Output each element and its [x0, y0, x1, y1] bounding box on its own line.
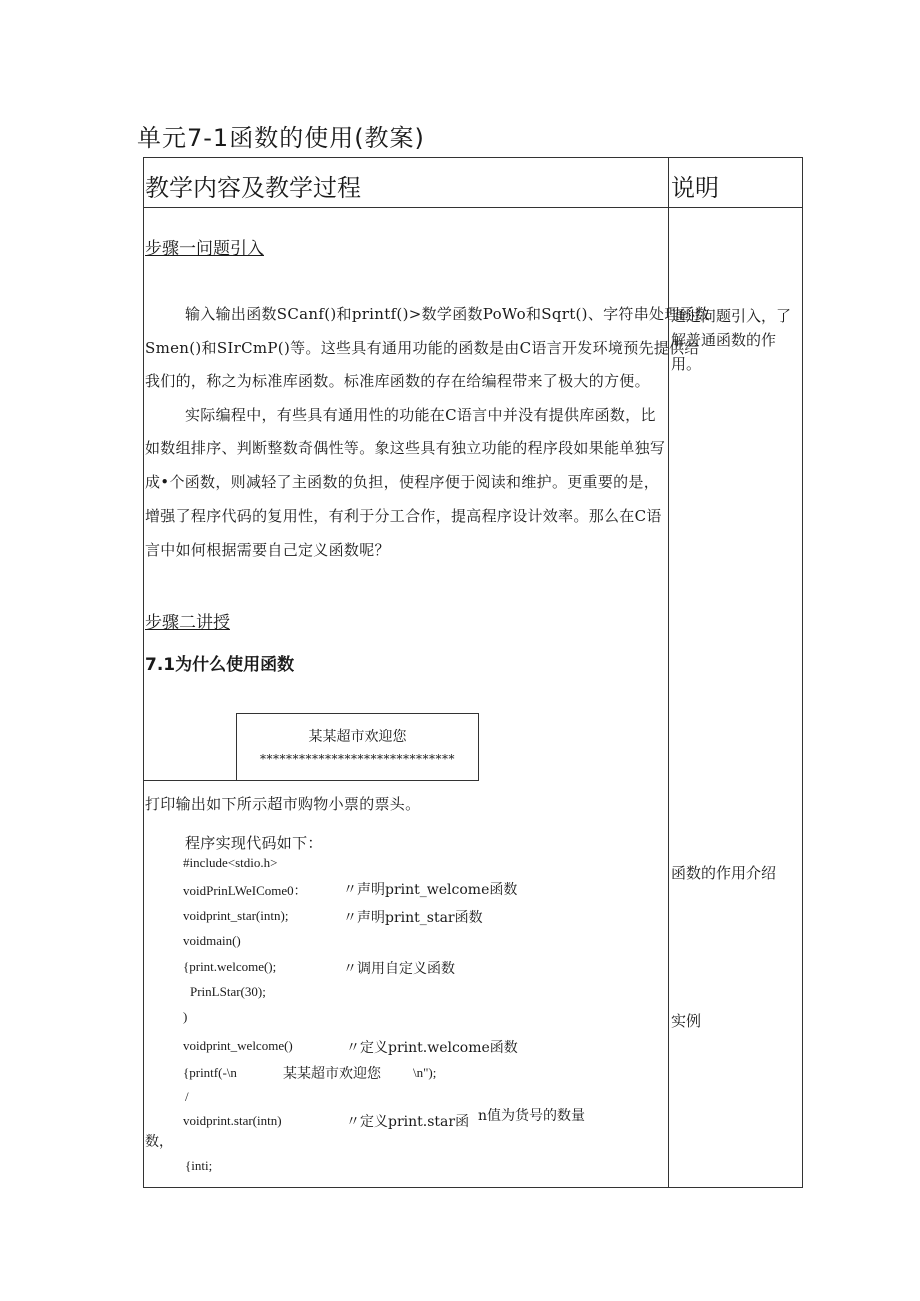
header-note: 说明 [671, 174, 719, 202]
code-comment-wrap: 数， [145, 1134, 173, 1150]
code-line-decl-welcome: voidPrinLWeICome0： [183, 883, 307, 898]
step1-line-2: Smen()和SIrCmP()等。这些具有通用功能的函数是由C语言开发环境预先提供给 [145, 339, 700, 357]
code-line-call-welcome: {print.welcome(); [183, 959, 277, 974]
receipt-baseline [143, 780, 237, 781]
code-line-def-welcome: voidprint_welcome() [183, 1038, 293, 1053]
code-line-main: voidmain() [183, 933, 241, 948]
section-heading: 7.1为什么使用函数 [145, 655, 295, 675]
code-comment-decl-star: 〃声明print_star函数 [343, 910, 483, 926]
code-line-close-welcome: / [185, 1089, 189, 1104]
code-line-printf-start: {printf(-\n [183, 1065, 237, 1080]
step1-heading: 步骤一问题引入 [145, 239, 264, 259]
code-line-call-star: PrinLStar(30); [190, 984, 266, 999]
note-intro-line-2: 解普通函数的作 [671, 331, 777, 349]
step1-line-6: 成•个函数，则减轻了主函数的负担，使程序便于阅读和维护。更重要的是， [145, 473, 660, 491]
code-line-close-main: ) [183, 1009, 188, 1024]
header-divider [143, 207, 803, 208]
note-intro-line-3: 用。 [671, 355, 702, 373]
code-intro: 程序实现代码如下： [185, 834, 323, 852]
code-line-def-star: voidprint.star(intn) [183, 1113, 282, 1128]
code-comment-decl-welcome: 〃声明print_welcome函数 [343, 882, 518, 898]
step1-line-8: 言中如何根据需要自己定义函数呢？ [145, 541, 390, 559]
receipt-box [236, 713, 479, 781]
code-line-include: #include<stdio.h> [183, 855, 278, 870]
step2-heading: 步骤二讲授 [145, 613, 230, 633]
step1-line-5: 如数组排序、判断整数奇偶性等。象这些具有独立功能的程序段如果能单独写 [145, 439, 666, 457]
step1-line-3: 我们的，称之为标准库函数。标准库函数的存在给编程带来了极大的方便。 [145, 372, 650, 390]
code-comment-def-welcome: 〃定义print.welcome函数 [346, 1040, 518, 1056]
code-line-decl-star: voidprint_star(intn); [183, 908, 289, 923]
step1-line-4: 实际编程中，有些具有通用性的功能在C语言中并没有提供库函数，比 [185, 406, 656, 424]
code-line-printf-text: 某某超市欢迎您 [283, 1066, 381, 1082]
note-function-role: 函数的作用介绍 [671, 864, 777, 882]
note-example: 实例 [671, 1012, 702, 1030]
code-comment-def-star: 〃定义print.star函 [346, 1114, 470, 1130]
code-comment-param: n值为货号的数量 [478, 1108, 586, 1124]
step1-line-1: 输入输出函数SCanf()和printf()>数学函数PoWo和Sqrt()、字符串处理函数 [185, 305, 711, 323]
code-line-printf-end: \n"); [413, 1065, 437, 1080]
page-title: 单元7-1函数的使用(教案) [137, 124, 425, 152]
step1-line-7: 增强了程序代码的复用性，有利于分工合作，提高程序设计效率。那么在C语 [145, 507, 662, 525]
print-instruction: 打印输出如下所示超市购物小票的票头。 [145, 795, 421, 813]
receipt-stars: ****************************** [260, 752, 455, 766]
header-content: 教学内容及教学过程 [145, 174, 361, 202]
code-comment-call: 〃调用自定义函数 [343, 961, 455, 977]
receipt-welcome: 某某超市欢迎您 [308, 729, 407, 745]
code-line-int-decl: {inti; [185, 1158, 213, 1173]
note-intro-line-1: 通过问题引入，了 [671, 307, 792, 325]
